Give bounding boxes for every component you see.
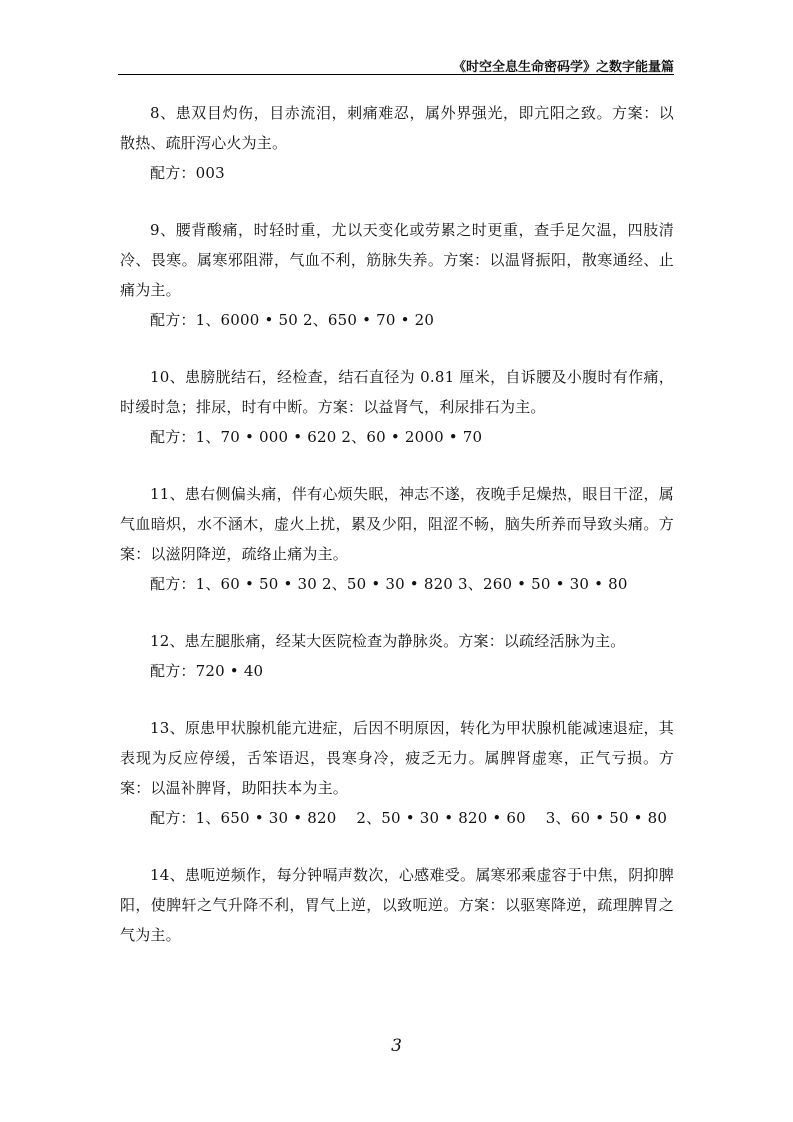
case-formula: 配方：720 • 40 — [150, 662, 264, 680]
case-8 — [120, 98, 674, 188]
case-14 — [120, 860, 674, 950]
case-12 — [120, 626, 674, 686]
page-content — [120, 98, 674, 977]
page-header: 《时空全息生命密码学》之数字能量篇 — [452, 60, 674, 75]
case-10 — [120, 362, 674, 452]
case-description: 13、原患甲状腺机能亢进症，后因不明原因，转化为甲状腺机能减速退症，其表现为反应停缓，舌笨语迟，畏寒身冷，疲乏无力。属脾肾虚寒，正气亏损。方案：以温补脾肾，助阳扶本为主。 — [120, 719, 674, 797]
case-formula: 配方：1、650 • 30 • 820 2、50 • 30 • 820 • 60 3、60 • 50 • 80 — [150, 809, 668, 827]
case-formula: 配方：1、6000 • 50 2、650 • 70 • 20 — [150, 311, 435, 329]
page-number: 3 — [391, 1036, 402, 1056]
case-description: 11、患右侧偏头痛，伴有心烦失眠，神志不遂，夜晚手足燥热，眼目干涩，属气血暗炽，水不涵木，虚火上扰，累及少阳，阻涩不畅，脑失所养而导致头痛。方案：以滋阴降逆，疏络止痛为主。 — [120, 485, 674, 563]
case-description: 14、患呃逆频作，每分钟嗝声数次，心感难受。属寒邪乘虚容于中焦，阴抑脾阳，使脾轩之气升降不利，胃气上逆，以致呃逆。方案：以驱寒降逆，疏理脾胃之气为主。 — [120, 866, 674, 944]
case-description: 8、患双目灼伤，目赤流泪，刺痛难忍，属外界强光，即亢阳之致。方案：以散热、疏肝泻心火为主。 — [120, 104, 674, 152]
case-13 — [120, 713, 674, 833]
case-11 — [120, 479, 674, 599]
case-9 — [120, 215, 674, 335]
header-divider — [118, 74, 674, 75]
case-description: 12、患左腿胀痛，经某大医院检查为静脉炎。方案：以疏经活脉为主。 — [150, 632, 626, 650]
case-description: 10、患膀胱结石，经检查，结石直径为 0.81 厘米，自诉腰及小腹时有作痛，时缓时急；排尿，时有中断。方案：以益肾气，利尿排石为主。 — [120, 368, 674, 416]
case-description: 9、腰背酸痛，时轻时重，尤以天变化或劳累之时更重，查手足欠温，四肢清冷、畏寒。属寒邪阻滞，气血不利，筋脉失养。方案：以温肾振阳，散寒通经、止痛为主。 — [120, 221, 674, 299]
case-formula: 配方：003 — [150, 164, 225, 182]
case-formula: 配方：1、70 • 000 • 620 2、60 • 2000 • 70 — [150, 428, 483, 446]
case-formula: 配方：1、60 • 50 • 30 2、50 • 30 • 820 3、260 • 50 • 30 • 80 — [150, 575, 628, 593]
